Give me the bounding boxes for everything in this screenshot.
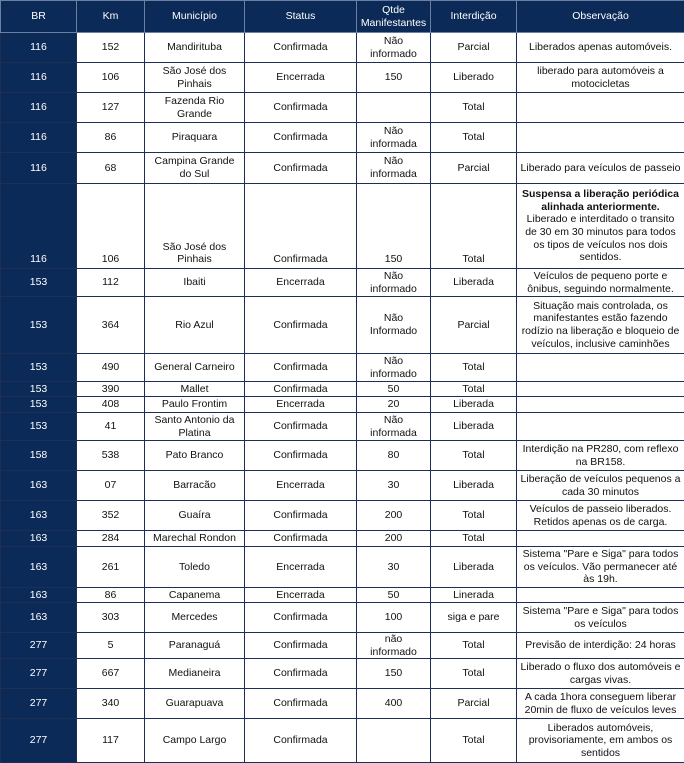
table-row <box>1 354 684 382</box>
cell-interdicao: Total <box>431 531 517 547</box>
header-br: BR <box>1 1 77 33</box>
cell-observacao <box>517 93 684 123</box>
cell-observacao: Veículos de passeio liberados. Retidos apenas os de carga. <box>517 501 684 531</box>
cell-km: 284 <box>77 531 145 547</box>
cell-municipio: Capanema <box>145 588 245 603</box>
cell-km: 303 <box>77 603 145 633</box>
header-qtde: Qtde Manifestantes <box>357 1 431 33</box>
cell-status: Confirmada <box>245 719 357 763</box>
cell-status: Confirmada <box>245 689 357 719</box>
table-row <box>1 397 684 413</box>
table-row <box>1 501 684 531</box>
table-row <box>1 413 684 441</box>
cell-observacao: Veículos de pequeno porte e ônibus, seguindo normalmente. <box>517 269 684 297</box>
cell-interdicao: Total <box>431 382 517 397</box>
table-row <box>1 603 684 633</box>
table-row <box>1 659 684 689</box>
cell-qtde: 200 <box>357 531 431 547</box>
cell-br: 116 <box>1 33 77 63</box>
cell-interdicao: Total <box>431 354 517 382</box>
cell-observacao: Sistema "Pare e Siga" para todos os veículos <box>517 603 684 633</box>
cell-br: 153 <box>1 413 77 441</box>
cell-km: 68 <box>77 153 145 184</box>
cell-observacao <box>517 123 684 153</box>
cell-observacao: Situação mais controlada, os manifestantes estão fazendo rodízio na liberação e bloqueio de veículos, inclusive caminhões <box>517 297 684 354</box>
cell-municipio: Santo Antonio da Platina <box>145 413 245 441</box>
observacao-bold-text: Suspensa a liberação periódica alinhada anteriormente. <box>522 188 679 213</box>
cell-municipio: Campina Grande do Sul <box>145 153 245 184</box>
cell-observacao: Liberados automóveis, provisoriamente, em ambos os sentidos <box>517 719 684 763</box>
header-km: Km <box>77 1 145 33</box>
cell-status: Confirmada <box>245 659 357 689</box>
cell-observacao <box>517 382 684 397</box>
cell-status: Confirmada <box>245 93 357 123</box>
cell-km: 667 <box>77 659 145 689</box>
cell-municipio: Campo Largo <box>145 719 245 763</box>
cell-km: 117 <box>77 719 145 763</box>
cell-municipio: General Carneiro <box>145 354 245 382</box>
header-row <box>1 1 684 33</box>
cell-municipio: Guaíra <box>145 501 245 531</box>
cell-interdicao: Liberada <box>431 269 517 297</box>
cell-municipio: Paranaguá <box>145 633 245 659</box>
cell-observacao <box>517 413 684 441</box>
cell-observacao: Previsão de interdição: 24 horas <box>517 633 684 659</box>
table-row <box>1 33 684 63</box>
cell-status: Encerrada <box>245 471 357 501</box>
observacao-text: Liberado e interditado o transito de 30 em 30 minutos para todos os tipos de veículos nos dois sentidos. <box>525 213 676 263</box>
cell-interdicao: Linerada <box>431 588 517 603</box>
table-row <box>1 297 684 354</box>
cell-qtde: não informado <box>357 633 431 659</box>
cell-observacao <box>517 354 684 382</box>
cell-status: Encerrada <box>245 269 357 297</box>
cell-br: 163 <box>1 588 77 603</box>
cell-municipio: Toledo <box>145 547 245 588</box>
cell-observacao: Interdição na PR280, com reflexo na BR158. <box>517 441 684 471</box>
cell-interdicao: Liberada <box>431 397 517 413</box>
cell-observacao: liberado para automóveis a motocicletas <box>517 63 684 93</box>
header-interdicao: Interdição <box>431 1 517 33</box>
table-row <box>1 471 684 501</box>
cell-status: Confirmada <box>245 297 357 354</box>
cell-br: 153 <box>1 269 77 297</box>
cell-br: 153 <box>1 354 77 382</box>
cell-interdicao: Total <box>431 501 517 531</box>
table-row <box>1 547 684 588</box>
table-row <box>1 184 684 269</box>
table-row <box>1 441 684 471</box>
cell-km: 5 <box>77 633 145 659</box>
cell-status: Encerrada <box>245 547 357 588</box>
cell-observacao: Liberação de veículos pequenos a cada 30 minutos <box>517 471 684 501</box>
cell-municipio: Piraquara <box>145 123 245 153</box>
cell-interdicao: Total <box>431 93 517 123</box>
cell-br: 163 <box>1 471 77 501</box>
cell-km: 112 <box>77 269 145 297</box>
cell-observacao: Sistema "Pare e Siga" para todos os veículos. Vão permanecer até às 19h. <box>517 547 684 588</box>
cell-status: Confirmada <box>245 123 357 153</box>
cell-interdicao: Total <box>431 633 517 659</box>
cell-observacao <box>517 184 684 269</box>
cell-br: 116 <box>1 63 77 93</box>
cell-observacao <box>517 397 684 413</box>
cell-interdicao: Parcial <box>431 297 517 354</box>
cell-status: Encerrada <box>245 63 357 93</box>
cell-qtde: Não informado <box>357 354 431 382</box>
cell-municipio: Fazenda Rio Grande <box>145 93 245 123</box>
cell-br: 116 <box>1 153 77 184</box>
cell-br: 163 <box>1 547 77 588</box>
cell-municipio: Rio Azul <box>145 297 245 354</box>
cell-br: 163 <box>1 531 77 547</box>
cell-status: Confirmada <box>245 354 357 382</box>
cell-km: 152 <box>77 33 145 63</box>
cell-qtde: 150 <box>357 659 431 689</box>
cell-br: 277 <box>1 633 77 659</box>
table-row <box>1 63 684 93</box>
cell-qtde: 20 <box>357 397 431 413</box>
cell-municipio: Barracão <box>145 471 245 501</box>
header-municipio: Município <box>145 1 245 33</box>
cell-km: 352 <box>77 501 145 531</box>
cell-municipio: Mercedes <box>145 603 245 633</box>
table-body <box>1 33 684 763</box>
table-row <box>1 531 684 547</box>
cell-interdicao: Liberada <box>431 413 517 441</box>
cell-qtde: Não informada <box>357 153 431 184</box>
cell-status: Confirmada <box>245 501 357 531</box>
cell-observacao: Liberados apenas automóveis. <box>517 33 684 63</box>
cell-qtde <box>357 93 431 123</box>
cell-interdicao: Parcial <box>431 153 517 184</box>
cell-observacao: Liberado o fluxo dos automóveis e cargas vivas. <box>517 659 684 689</box>
cell-km: 538 <box>77 441 145 471</box>
cell-km: 07 <box>77 471 145 501</box>
table-row <box>1 123 684 153</box>
cell-municipio: Mallet <box>145 382 245 397</box>
cell-municipio: Ibaiti <box>145 269 245 297</box>
cell-qtde: 150 <box>357 63 431 93</box>
table-row <box>1 382 684 397</box>
cell-status: Confirmada <box>245 184 357 269</box>
cell-qtde: 100 <box>357 603 431 633</box>
cell-status: Encerrada <box>245 588 357 603</box>
cell-qtde: 400 <box>357 689 431 719</box>
cell-km: 127 <box>77 93 145 123</box>
cell-km: 106 <box>77 63 145 93</box>
cell-km: 364 <box>77 297 145 354</box>
cell-br: 277 <box>1 689 77 719</box>
cell-interdicao: Parcial <box>431 33 517 63</box>
cell-km: 490 <box>77 354 145 382</box>
cell-status: Confirmada <box>245 531 357 547</box>
table-row <box>1 93 684 123</box>
cell-km: 86 <box>77 588 145 603</box>
cell-qtde <box>357 719 431 763</box>
cell-br: 116 <box>1 184 77 269</box>
cell-status: Encerrada <box>245 397 357 413</box>
cell-qtde: Não informado <box>357 33 431 63</box>
header-observacao: Observação <box>517 1 684 33</box>
cell-municipio: Mandirituba <box>145 33 245 63</box>
cell-km: 261 <box>77 547 145 588</box>
cell-br: 277 <box>1 659 77 689</box>
table-row <box>1 689 684 719</box>
cell-observacao: Liberado para veículos de passeio <box>517 153 684 184</box>
cell-status: Confirmada <box>245 413 357 441</box>
cell-br: 153 <box>1 382 77 397</box>
cell-km: 41 <box>77 413 145 441</box>
cell-municipio: São José dos Pinhais <box>145 63 245 93</box>
cell-municipio: Pato Branco <box>145 441 245 471</box>
cell-br: 116 <box>1 93 77 123</box>
cell-qtde: Não Informado <box>357 297 431 354</box>
cell-km: 106 <box>77 184 145 269</box>
cell-qtde: Não informada <box>357 413 431 441</box>
cell-interdicao: Liberado <box>431 63 517 93</box>
cell-observacao <box>517 531 684 547</box>
cell-status: Confirmada <box>245 382 357 397</box>
cell-observacao: A cada 1hora conseguem liberar 20min de fluxo de veículos leves <box>517 689 684 719</box>
cell-municipio: Medianeira <box>145 659 245 689</box>
cell-status: Confirmada <box>245 153 357 184</box>
cell-observacao <box>517 588 684 603</box>
cell-km: 408 <box>77 397 145 413</box>
table-row <box>1 719 684 763</box>
cell-br: 277 <box>1 719 77 763</box>
cell-status: Confirmada <box>245 633 357 659</box>
cell-km: 340 <box>77 689 145 719</box>
cell-municipio: Guarapuava <box>145 689 245 719</box>
cell-br: 153 <box>1 297 77 354</box>
cell-municipio: Marechal Rondon <box>145 531 245 547</box>
cell-status: Confirmada <box>245 33 357 63</box>
cell-interdicao: Total <box>431 719 517 763</box>
table-row <box>1 269 684 297</box>
cell-qtde: Não informado <box>357 269 431 297</box>
cell-br: 163 <box>1 603 77 633</box>
table-row <box>1 153 684 184</box>
cell-qtde: 30 <box>357 471 431 501</box>
cell-interdicao: Total <box>431 659 517 689</box>
table-row <box>1 633 684 659</box>
cell-br: 153 <box>1 397 77 413</box>
cell-status: Confirmada <box>245 441 357 471</box>
cell-qtde: 150 <box>357 184 431 269</box>
cell-br: 116 <box>1 123 77 153</box>
cell-qtde: 50 <box>357 588 431 603</box>
cell-qtde: 80 <box>357 441 431 471</box>
cell-interdicao: Parcial <box>431 689 517 719</box>
cell-interdicao: Total <box>431 184 517 269</box>
header-status: Status <box>245 1 357 33</box>
cell-qtde: 30 <box>357 547 431 588</box>
cell-interdicao: Liberada <box>431 471 517 501</box>
cell-municipio: São José dos Pinhais <box>145 184 245 269</box>
cell-municipio: Paulo Frontim <box>145 397 245 413</box>
cell-interdicao: Total <box>431 123 517 153</box>
table-row <box>1 588 684 603</box>
cell-km: 390 <box>77 382 145 397</box>
cell-km: 86 <box>77 123 145 153</box>
cell-interdicao: siga e pare <box>431 603 517 633</box>
cell-qtde: Não informada <box>357 123 431 153</box>
cell-status: Confirmada <box>245 603 357 633</box>
cell-br: 163 <box>1 501 77 531</box>
cell-br: 158 <box>1 441 77 471</box>
cell-qtde: 50 <box>357 382 431 397</box>
cell-qtde: 200 <box>357 501 431 531</box>
cell-interdicao: Total <box>431 441 517 471</box>
cell-interdicao: Liberada <box>431 547 517 588</box>
